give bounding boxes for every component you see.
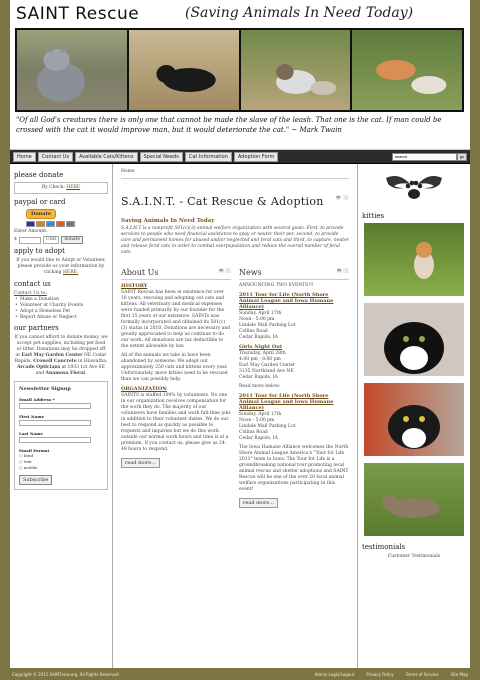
amex-icon [46,221,55,227]
content-columns [10,164,470,680]
news-heading-text: News [239,268,262,277]
header-photo-cat-2 [129,30,239,110]
right-sidebar [358,164,470,680]
check-here-link[interactable]: HERE [66,185,81,190]
adopt-heading: apply to adopt [14,247,65,255]
tour-paragraph: The Iowa Humane Alliance welcomes the North Shore Animal League America's "Tour for Life 2011" team to Iowa. The Tour for Life is a groundbreaking national tour promoting local animal rescue and shelter adoptions and SAINT Rescue will be one of the over 20 local animal welfare organizations participating in this event! [239,445,349,492]
last-name-label: Last Name [19,431,43,436]
partners-text: If you cannot afford to donate money, we accept pet supplies, including pet food or litter. Donations may be dropped off at [14,335,108,358]
partner-crowell-location: in Hiawatha, [78,359,108,364]
adopt-here-link[interactable]: HERE. [62,270,79,275]
search-bar [392,153,467,161]
footer-links [315,672,469,677]
tab-adoption-form[interactable]: Adoption Form [234,152,279,162]
partner-earl-may: Earl May Garden Center [21,353,83,358]
event-2-details: Thursday, April 28th 4:00 pm - 8:00 pm Earl May Garden Center 3135 Northland Ave NE Cedar Rapids, IA [239,351,296,380]
contact-item: • Report Abuse or Neglect [14,315,108,321]
newsletter-form [14,381,108,490]
format-mobile-radio[interactable]: ○ mobile [19,465,38,470]
contact-item: • Make a Donation [14,297,108,303]
event-2-title[interactable]: Girls Night Out [239,344,283,350]
partner-anamosa: Anamosa Floral [45,371,85,376]
adopt-paragraph [14,258,108,276]
kitties-heading: kitties [362,212,385,220]
history-heading[interactable]: HISTORY [121,283,148,289]
adopt-text: If you would like to Adopt or Volunteer, please provide us your information by clicking [16,258,106,275]
two-column-section [121,268,349,508]
event-1-details: Sunday, April 17th Noon - 5:00 pm Lindale Mall Parking Lot Collins Road Cedar Rapids, IA [239,311,296,340]
tab-home[interactable]: Home [13,152,36,162]
header-photo-cat-4 [352,30,462,110]
main-nav [10,150,470,164]
paypal-heading: paypal or card [14,198,66,206]
site-footer [0,668,480,680]
testimonials-heading: testimonials [362,543,406,551]
site-header [10,0,470,150]
discover-icon [56,221,65,227]
partner-arcade-location: at 1933 1st Ave SE and [35,365,105,376]
kitty-photo-3[interactable] [364,383,464,456]
subscribe-button[interactable]: Subscribe [19,475,52,485]
contact-us-link[interactable]: Contact Us to: [14,291,47,296]
first-name-label: First Name [19,414,44,419]
partner-earl-may-location: NE Cedar Rapids, [14,353,107,364]
check-donate-box [14,182,108,194]
currency-select[interactable]: USD [43,236,59,244]
contact-item: • Adopt a Homeless Pet [14,309,108,315]
donate-small-button[interactable]: donate [61,236,83,244]
format-text-radio[interactable]: ○ text [19,459,32,464]
organization-paragraph: SAINTS is staffed 100% by volunteers. No one in our organization receives compensation for the work they do. The majority of our volunteers have families and work full-time jobs in addition to their volunteer duties. We do our best to respond as quickly as possible to requests and inquiries but we do this work outside our normal work hours and time is at a premium. If you contact us, please give us 24-48 hours to respond. [121,393,231,452]
print-email-icons[interactable]: 🖶 ✉ [218,268,231,274]
admin-login-link[interactable]: Admin Login/Logout [314,671,355,677]
amount-input[interactable] [19,237,41,244]
news-read-more-button[interactable]: read more... [239,498,278,508]
email-field[interactable] [19,403,91,409]
news-heading [239,268,349,280]
site-title[interactable]: SAINT Rescue [16,4,140,24]
search-go-button[interactable]: go [457,153,467,161]
contact-item: • Volunteer at Charity Events [14,303,108,309]
check-text: By Check: [41,185,67,190]
privacy-policy-link[interactable]: Privacy Policy [366,671,394,677]
search-input[interactable] [392,153,457,161]
header-photo-cat-3 [241,30,351,110]
intro-subtitle: Saving Animals In Need Today [121,218,215,224]
mastercard-icon [36,221,45,227]
site-tagline: (Saving Animals In Need Today) [185,5,414,21]
format-html-radio[interactable]: ○ html [19,453,34,458]
partner-arcade: Arcade Opticians [17,365,61,370]
currency-symbol: $ [14,237,17,242]
card-logos [26,221,108,227]
about-read-more-button[interactable]: read more... [121,458,160,468]
tab-available-cats[interactable]: Available Cats/Kittens [75,152,137,162]
about-heading [121,268,231,280]
about-heading-text: About Us [121,268,159,277]
site-map-link[interactable]: Site Map [450,671,468,677]
header-photo-strip [15,28,464,112]
kitty-photo-4[interactable] [364,463,464,536]
visa-icon [26,221,35,227]
breadcrumb[interactable]: Home [121,167,349,179]
print-email-icons[interactable]: 🖶 ✉ [335,195,349,201]
partners-paragraph: If you cannot afford to donate money, we accept pet supplies, including pet food or litter. Donations may be dropped off at Earl May Garden Center NE Cedar Rapids, Crowell Concrete in Hiawatha, Arcade Opticians at 1933 1st Ave SE and Anamosa Floral. [14,335,108,376]
newsletter-title: Newsletter Signup [19,386,71,392]
news-column [239,268,349,508]
format-text-label: text [23,459,32,464]
read-more-below: Read more below: [239,384,281,389]
email-format-label: Email Format [19,448,50,453]
event-1-title[interactable]: 2011 Tour for Life (North Shore Animal League and Iowa Humane Alliance) [239,292,334,310]
intro-paragraph: S.A.I.N.T is a nonprofit 501(c)(3) animal welfare organization with several goals. First, to provide services to people who need financial assistance to spay or neuter their pet; second, to provide care and permanent homes for abused and/or neglected and feral cats and third, to capture, neuter and release feral cats in order to combat overpopulation and reduce the overall number of feral cats. [121,226,349,255]
header-photo-cat-1 [17,30,127,110]
partners-heading: our partners [14,324,59,332]
donate-heading: please donate [14,171,64,179]
copyright: Copyright © 2011 SAINTnow.org. All Rights Reserved [12,671,119,677]
email-label: Email Address * [19,397,55,402]
paw-wings-icon [384,170,444,206]
mark-twain-quote: "Of all God's creatures there is only one that cannot be made the slave of the leash. That one is the cat. If man could be crossed with the cat it would improve man, but it would deteriorate the cat." ~ Mark Twain [16,116,442,134]
last-name-field[interactable] [19,437,91,443]
enter-amount-label: Enter Amount: [14,229,48,234]
print-email-icons[interactable]: 🖶 ✉ [336,268,349,274]
partner-crowell: Crowell Concrete [33,359,77,364]
left-sidebar [10,164,113,680]
event-3-title[interactable]: 2011 Tour for Life (North Shore Animal League and Iowa Humane Alliance) [239,393,334,411]
page-title-text: S.A.I.N.T. - Cat Rescue & Adoption [121,195,324,208]
event-3-details: Sunday, April 17th Noon - 5:00 pm Lindale Mall Parking Lot Collins Road Cedar Rapids, IA [239,412,296,441]
news-announce: ANNOUNCING TWO EVENTS!!! [239,283,314,288]
bank-icon [66,221,75,227]
format-mobile-label: mobile [23,465,38,470]
history-paragraph: SAINT Rescue has been in existence for over 16 years, rescuing and adopting out cats and kittens. All veterinary and medical expenses were funded primarily by our founder for the first 15 years of our existence. SAINTs was formally incorporated and obtained its 501(c)(3) status in 2010. Donations are necessary and greatly appreciated to help us continue to do our work. All donations are tax deductible to the extent allowable by law. [121,290,231,349]
about-column [121,268,231,508]
paypal-donate-button[interactable]: Donate [26,209,56,219]
page-wrapper [10,0,470,668]
animals-paragraph: All of the animals we take in have been abandoned by someone. We adopt out approximately 250 cats and kittens every year. Unfortunately, more kitties need to be rescued than we can possibly help. [121,353,228,382]
kitty-photo-1[interactable] [364,223,464,296]
tab-contact-us[interactable]: Contact Us [38,152,73,162]
terms-link[interactable]: Terms of Service [405,671,439,677]
page-title [121,195,349,208]
first-name-field[interactable] [19,420,91,426]
organization-heading[interactable]: ORGANIZATION [121,386,167,392]
kitty-photo-2[interactable] [364,303,464,376]
main-content [113,164,358,680]
tab-special-needs[interactable]: Special Needs [140,152,183,162]
paw-logo [362,168,466,208]
testimonials-link[interactable]: Customer Testimonials [387,554,441,559]
tab-cat-information[interactable]: Cat Information [185,152,232,162]
contact-heading: contact us [14,280,51,288]
format-html-label: html [23,453,34,458]
